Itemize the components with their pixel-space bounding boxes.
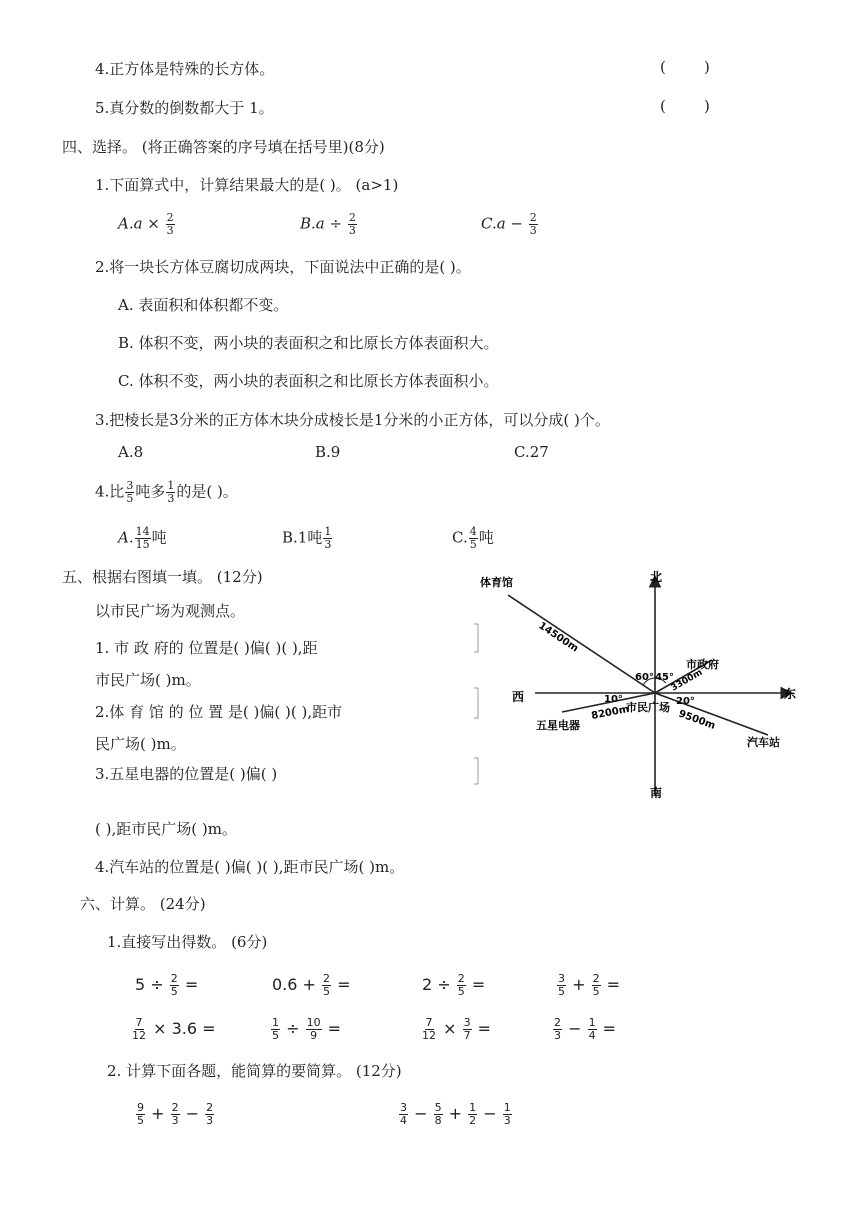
option-c[interactable]: C. 体积不变，两小块的表面积之和比原长方体表面积小。 (118, 372, 499, 390)
judge-q4: 4.正方体是特殊的长方体。 (95, 60, 275, 78)
option-c[interactable]: C.a − $\frac{2}{3}$ (481, 211, 537, 237)
fill-line[interactable]: 2.体 育 馆 的 位 置 是( )偏( )( ),距市 (95, 703, 343, 721)
option-b[interactable]: B.a ÷ $\frac{2}{3}$ (300, 211, 356, 237)
calc-item[interactable]: 2 ÷ $\frac{2}{5}$ = (422, 972, 486, 998)
fill-line[interactable]: 4.汽车站的位置是( )偏( )( ),距市民广场( )m。 (95, 858, 405, 876)
ray-gym (508, 595, 655, 693)
fill-line[interactable]: ( ),距市民广场( )m。 (95, 820, 237, 838)
label-center: 市民广场 (626, 701, 670, 714)
part-title: 1.直接写出得数。 (6分) (107, 933, 268, 951)
dist-gym: 14500m (536, 620, 581, 655)
option-a[interactable]: A.8 (118, 443, 144, 461)
angle-60: 60° (635, 672, 654, 683)
answer-bracket[interactable]: ( ) (660, 97, 710, 115)
part-title: 2. 计算下面各题，能简算的要简算。 (12分) (107, 1062, 402, 1080)
option-b[interactable]: B. 体积不变，两小块的表面积之和比原长方体表面积大。 (118, 334, 499, 352)
calc-item[interactable]: $\frac{7}{12}$ × 3.6 = (132, 1016, 216, 1042)
intro-text: 以市民广场为观测点。 (95, 602, 246, 620)
direction-map (480, 560, 800, 805)
label-bus: 汽车站 (747, 736, 780, 749)
fill-line[interactable]: 3.五星电器的位置是( )偏( ) (95, 765, 278, 783)
scan-marks (470, 622, 482, 792)
option-a[interactable]: A. $\frac{14}{15}$ 吨 (118, 525, 167, 551)
judge-q5: 5.真分数的倒数都大于 1。 (95, 99, 274, 117)
label-east: 东 (784, 687, 797, 701)
dist-gov: 3300m (669, 667, 705, 694)
question: 1.下面算式中，计算结果最大的是( )。 (a>1) (95, 176, 399, 194)
calc-item[interactable]: $\frac{2}{3}$ − $\frac{1}{4}$ = (554, 1016, 617, 1042)
angle-45: 45° (655, 672, 674, 683)
label-gov: 市政府 (686, 658, 719, 671)
fill-line[interactable]: 市民广场( )m。 (95, 671, 201, 689)
label-south: 南 (650, 786, 663, 800)
calc-item[interactable]: 0.6 + $\frac{2}{5}$ = (272, 972, 351, 998)
label-west: 西 (512, 690, 525, 704)
calc-item[interactable]: $\frac{7}{12}$ × $\frac{3}{7}$ = (422, 1016, 492, 1042)
section-title: 六、计算。 (24分) (80, 895, 206, 913)
calc-item[interactable]: $\frac{1}{5}$ ÷ $\frac{10}{9}$ = (272, 1016, 342, 1042)
label-gym: 体育馆 (480, 576, 513, 589)
answer-bracket[interactable]: ( ) (660, 58, 710, 76)
question: 2.将一块长方体豆腐切成两块，下面说法中正确的是( )。 (95, 258, 471, 276)
label-store: 五星电器 (536, 719, 580, 732)
option-b[interactable]: B.1吨 $\frac{1}{3}$ (282, 525, 332, 551)
calc-item[interactable]: 5 ÷ $\frac{2}{5}$ = (135, 972, 199, 998)
dist-bus: 9500m (676, 708, 717, 732)
section-title: 五、根据右图填一填。 (12分) (62, 568, 263, 586)
angle-10: 10° (604, 694, 623, 705)
option-b[interactable]: B.9 (315, 443, 341, 461)
option-a[interactable]: A.a × $\frac{2}{3}$ (118, 211, 174, 237)
fill-line[interactable]: 1. 市 政 府的 位置是( )偏( )( ),距 (95, 639, 318, 657)
angle-20: 20° (676, 696, 695, 707)
section-title: 四、选择。 (将正确答案的序号填在括号里)(8分) (62, 138, 385, 156)
dist-store: 8200m (590, 703, 631, 722)
option-c[interactable]: C.27 (514, 443, 549, 461)
fill-line[interactable]: 民广场( )m。 (95, 735, 186, 753)
calc-item[interactable]: $\frac{9}{5}$ + $\frac{2}{3}$ − $\frac{2}{3}$ (137, 1101, 214, 1127)
question: 4.比 $\frac{3}{5}$ 吨多 $\frac{1}{3}$ 的是( )。 (95, 479, 238, 505)
label-north: 北 (650, 570, 663, 584)
calc-item[interactable]: $\frac{3}{4}$ − $\frac{5}{8}$ + $\frac{1}{2}$ − $\frac{1}{3}$ (400, 1101, 511, 1127)
calc-item[interactable]: $\frac{3}{5}$ + $\frac{2}{5}$ = (558, 972, 621, 998)
option-a[interactable]: A. 表面积和体积都不变。 (118, 296, 289, 314)
question: 3.把棱长是3分米的正方体木块分成棱长是1分米的小正方体，可以分成( )个。 (95, 411, 610, 429)
option-c[interactable]: C. $\frac{4}{5}$ 吨 (452, 525, 494, 551)
